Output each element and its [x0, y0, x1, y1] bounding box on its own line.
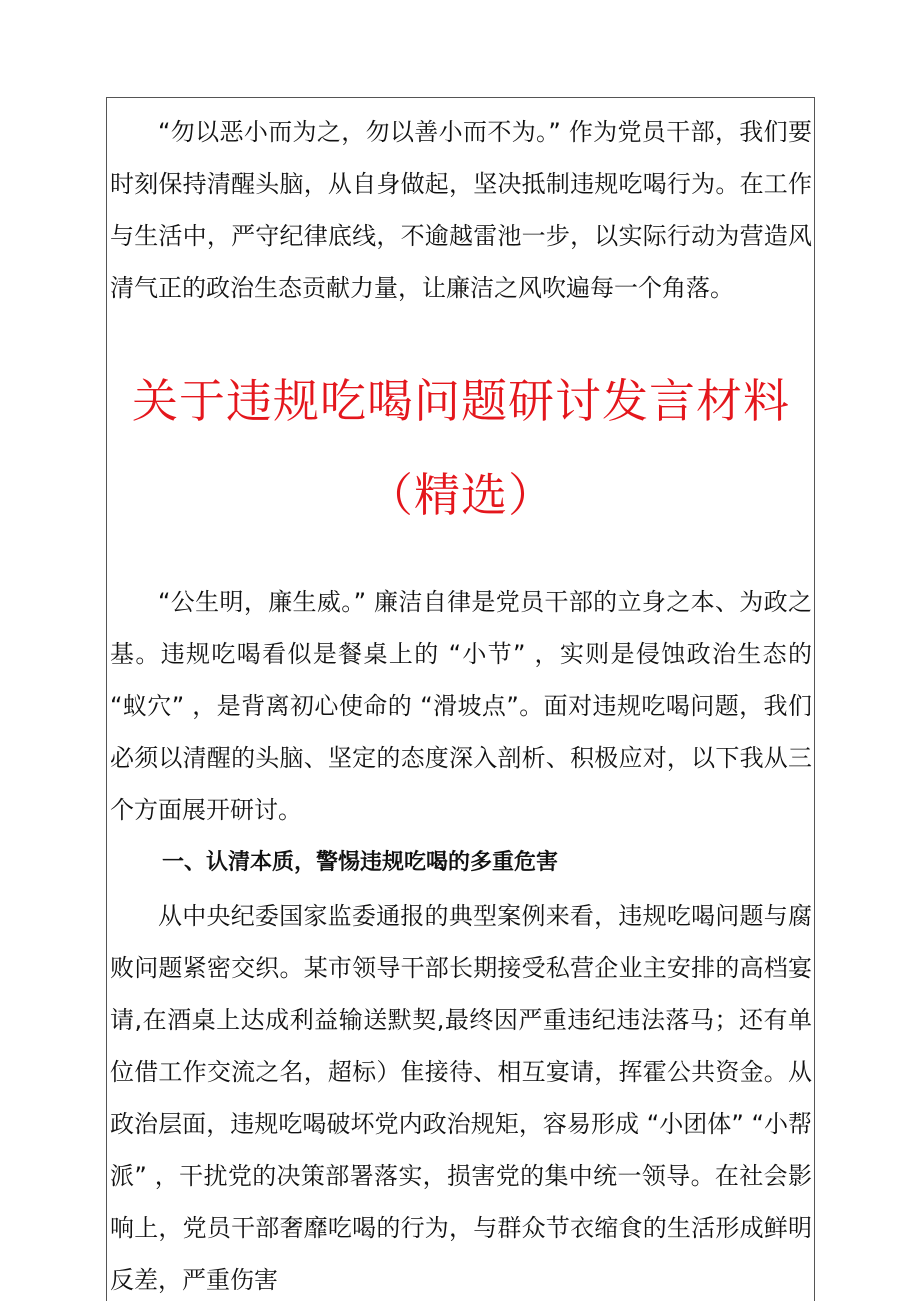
intro-paragraph: “勿以恶小而为之，勿以善小而不为。” 作为党员干部，我们要时刻保持清醒头脑，从自身做起，坚决抵制违规吃喝行为。在工作与生活中，严守纪律底线，不逾越雷池一步，以实际行动为营造风清气正的政治生态贡献力量，让廉洁之风吹遍每一个角落。 — [110, 118, 812, 302]
section-heading: 一、认清本质，警惕违规吃喝的多重危害 — [162, 850, 559, 875]
document-body — [110, 106, 812, 1306]
section-paragraph: 从中央纪委国家监委通报的典型案例来看，违规吃喝问题与腐败问题紧密交织。某市领导干部长期接受私营企业主安排的高档宴请,在酒桌上达成利益输送默契,最终因严重违纪违法落马；还有单位借工作交流之名，超标）隹接待、相互宴请，挥霍公共资金。从政治层面，违规吃喝破坏党内政治规矩，容易形成 “小团体” “小帮派” ，干扰党的决策部署落实，损害党的集中统一领导。在社会影响上，党员干部奢靡吃喝的行为，与群众节衣缩食的生活形成鲜明反差，严重伤害 — [110, 902, 812, 1294]
document-subtitle: （精选） — [367, 468, 555, 522]
document-title: 关于违规吃喝问题研讨发言材料 — [132, 374, 790, 428]
title-block — [110, 354, 812, 542]
opening-paragraph: “公生明，廉生威。” 廉洁自律是党员干部的立身之本、为政之基。违规吃喝看似是餐桌上的 “小节” ，实则是侵蚀政治生态的 “蚁穴” ，是背离初心使命的 “滑坡点”。面对违规吃喝问题，我们必须以清醒的头脑、坚定的态度深入剖析、积极应对，以下我从三个方面展开研讨。 — [110, 588, 812, 824]
